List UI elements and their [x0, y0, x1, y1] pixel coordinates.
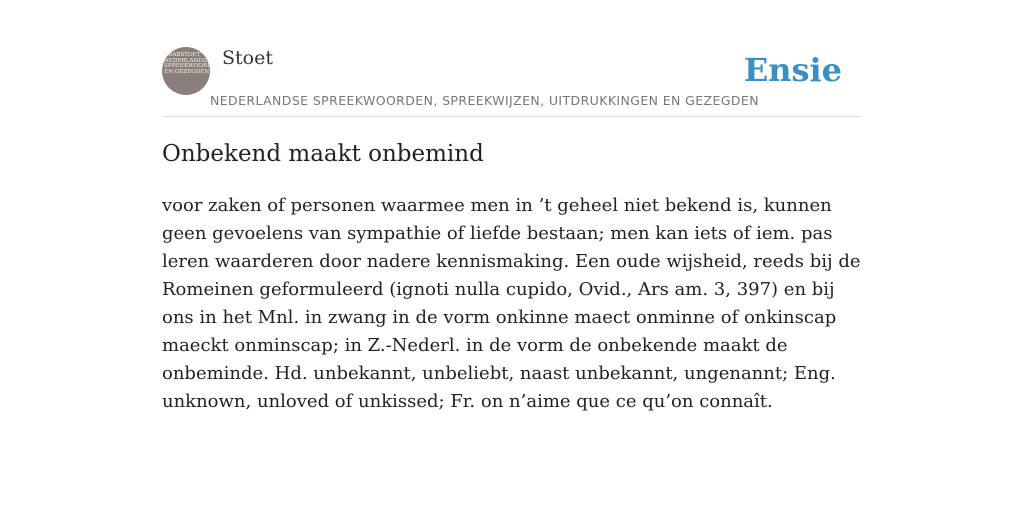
source-subtitle[interactable]: NEDERLANDSE SPREEKWOORDEN, SPREEKWIJZEN, UITDRUKKINGEN EN GEZEGDEN	[210, 93, 759, 108]
ensie-logo-link[interactable]: Ensie	[743, 51, 842, 89]
avatar-book-cover: BRABSTOET NEDERLANDSE SPREEKWOORDEN EN GEZEGDEN	[164, 52, 221, 75]
entry-definition: voor zaken of personen waarmee men in ’t geheel niet bekend is, kunnen geen gevoelens van sympathie of liefde bestaan; men kan iets of iem. pas leren waarderen door nadere kennismaking. Een oude wijsheid, reeds bij de Romeinen geformuleerd (ignoti nulla cupido, Ovid., Ars am. 3, 397) en bij ons in het Mnl. in zwang in de vorm onkinne maect onminne of onkinscap maeckt onminscap; in Z.-Nederl. in de vorm de onbekende maakt de onbeminde. Hd. unbekannt, unbeliebt, naast unbekannt, ungenannt; Eng. unknown, unloved of unkissed; Fr. on n’aime que ce qu’on connaît.	[162, 195, 861, 412]
author-name[interactable]: Stoet	[222, 47, 273, 69]
avatar[interactable]	[162, 47, 221, 95]
header	[162, 46, 862, 117]
entry-title: Onbekend maakt onbemind	[162, 141, 484, 167]
